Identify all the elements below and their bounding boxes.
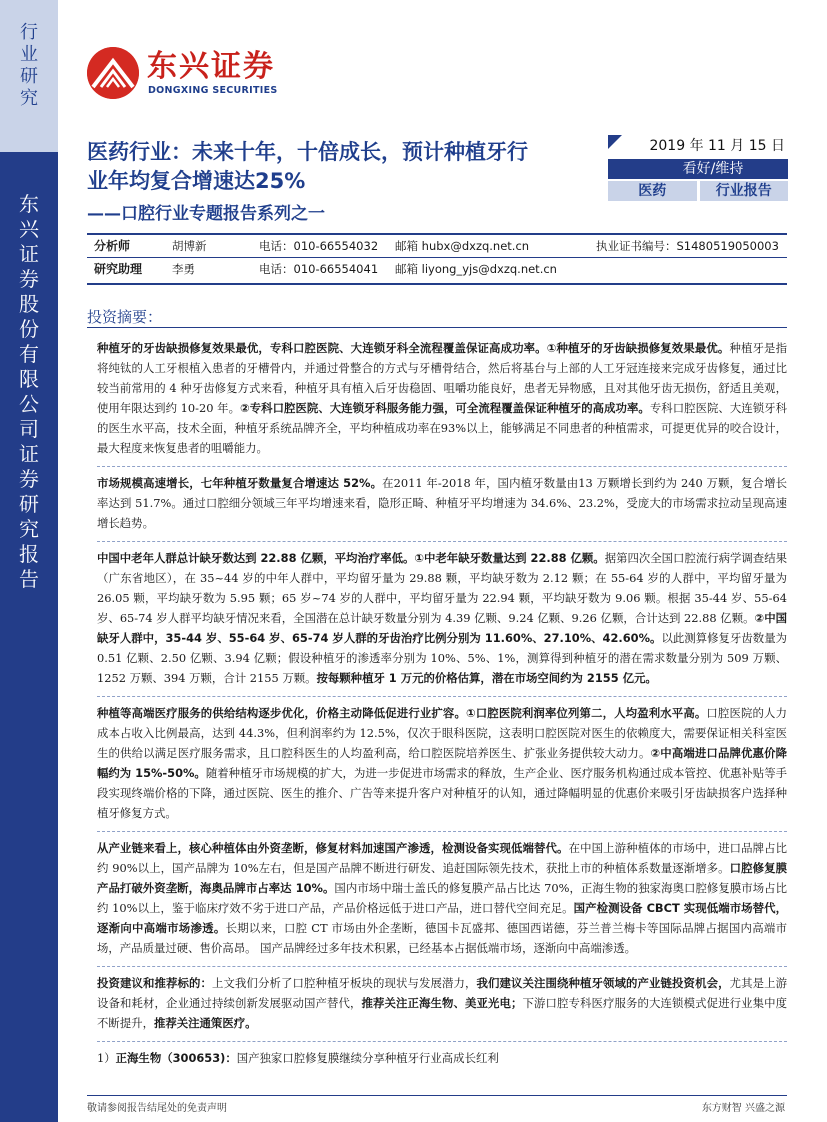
vertical-char: 究 [19,517,39,541]
vertical-char: 券 [19,267,39,291]
paragraph-text-run: 在2011 年-2018 年，国内植牙数量由13 万颗增长到约为 240 万颗，复合增长率达到 51.7%。通过口腔细分领域三年平均增速来看，隐形正畸、种植牙平均增速为 34.6%、23.2%，受庞大的市场需求拉动呈现高速增长趋势。 [97,476,787,530]
vertical-char: 司 [19,417,39,441]
paragraph-bold-run: 市场规模高速增长，七年种植牙数量复合增速达 52%。 [97,476,383,490]
paragraph-bold-run: 推荐关注正海生物、美亚光电； [361,996,523,1010]
paragraph-bold-run: 投资建议和推荐标的： [97,976,213,990]
paragraph-bold-run: 口腔修复膜产品打破外资垄断，海奥品牌市占率达 10%。 [97,861,787,895]
paragraph-text-run: 尤其是上游设备和耗材，企业通过持续创新发展驱动国产替代， [97,976,787,1010]
paragraph-bold-run: 国产检测设备 CBCT 实现低端市场替代，逐渐向中高端市场渗透。 [97,901,787,935]
paragraph-bold-run: 正海生物（300653)： [115,1051,237,1065]
paragraph-text-run: 1） [97,1051,116,1065]
vertical-char: 究 [20,88,38,109]
vertical-char: 行 [20,22,38,43]
vertical-char: 证 [19,242,39,266]
vertical-char: 业 [20,44,38,65]
summary-paragraph [97,832,787,967]
paragraph-bold-run: 我们建议关注围绕种植牙领域的产业链投资机会， [476,976,730,990]
report-date-row [608,135,788,157]
rating-badge: 看好/维持 [608,159,788,179]
vertical-char: 股 [19,292,39,316]
vertical-char: 兴 [19,217,39,241]
vertical-char: 有 [19,342,39,366]
section-heading: 投资摘要： [87,308,163,326]
paragraph-text-run: 种植牙是指将纯钛的人工牙根植入患者的牙槽骨内，并通过骨整合的方式与牙槽骨结合，然后将基台与上部的人工牙冠连接来完成牙齿修复，通过比较当前常用的 4 种牙齿修复方式来看，种植牙具有植入后牙齿稳固、咀嚼功能良好，患者无异物感，且对其他牙齿无损伤，舒适且美观，使用年限达到约 10-20 年。 [97,341,787,415]
report-subtitle: ——口腔行业专题报告系列之一 [87,204,325,224]
report-date: 2019 年 11 月 15 日 [649,138,785,154]
footer-disclaimer: 敬请参阅报告结尾处的免责声明 [87,1103,227,1114]
paragraph-text-run: 在中国上游种植体的市场中，进口品牌占比约 90%以上，国产品牌为 10%左右，但是国产品牌不断进行研发、追赶国际领先技术，获批上市的种植体系数量逐渐增多。 [97,841,787,875]
assistant-email: 邮箱 liyong_yjs@dxzq.net.cn [395,262,557,276]
paragraph-text-run: 据第四次全国口腔流行病学调查结果（广东省地区），在 35~44 岁的中年人群中，平均留牙量为 29.88 颗，平均缺牙数为 2.12 颗；在 55-64 岁的人群中，平均留牙量为 26.05 颗，平均缺牙数为 5.95 颗；65 岁~74 岁的人群中，平均留牙量为 22.94 颗，平均缺牙数为 9.06 颗。根据 35-44 岁、55-64 岁、65-74 岁人群平均缺牙情况来看，全国潜在总计缺牙数量分别为 4.39 亿颗、9.24 亿颗、9.26 亿颗，合计达到 22.88 亿颗。 [97,551,787,625]
footer-rule [87,1095,787,1096]
vertical-char: 公 [19,392,39,416]
corner-triangle-icon [608,135,622,149]
sidebar-category-label [0,22,58,110]
paragraph-bold-run: 推荐关注通策医疗。 [153,1016,257,1030]
assistant-phone: 电话：010-66554041 [259,262,379,276]
sidebar-company-label [0,192,58,592]
paragraph-bold-run: ②中高端进口品牌优惠价降幅约为 15%-50%。 [97,746,787,780]
paragraph-text-run: 口腔医院的人力成本占收入比例最高，达到 44.3%，但利润率约为 12.5%，仅次于眼科医院，这表明口腔医院对医生的依赖度大，需要保证相关科室医生的供给以满足医疗服务需求，且口腔科医生的人均盈利高，给口腔医院培养医生、扩张业务提供较大动力。 [97,706,787,760]
paragraph-text-run: 专科口腔医院、大连锁牙科的医生水平高，技术全面，种植牙系统品牌齐全，平均种植成功率在93%以上，能够满足不同患者的种植需求，可提更优异的咬合设计，最大程度来恢复患者的咀嚼能力。 [97,401,787,455]
analyst-role: 分析师 [94,239,131,253]
investment-summary [97,332,787,1076]
sidebar-company [0,152,58,1122]
section-rule [87,327,787,328]
report-title: 医药行业：未来十年，十倍成长，预计种植牙行业年均复合增速达25% [87,140,528,193]
logo-emblem-icon [87,47,139,99]
vertical-char: 券 [19,467,39,491]
vertical-char: 告 [19,567,39,591]
summary-paragraph [97,332,787,467]
assistant-role: 研究助理 [94,262,143,276]
vertical-char: 报 [19,542,39,566]
report-tags [608,181,788,201]
paragraph-bold-run: 种植等高端医疗服务的供给结构逐步优化，价格主动降低促进行业扩容。①口腔医院利润率位列第二，人均盈利水平高。 [97,706,707,720]
analyst-name: 胡博新 [172,239,207,253]
summary-paragraph [97,967,787,1042]
summary-paragraph [97,542,787,697]
paragraph-bold-run: ②中国缺牙人群中，35-44 岁、55-64 岁、65-74 岁人群的牙齿治疗比例分别为 11.60%、27.10%、42.60%。 [97,611,787,645]
summary-paragraph [97,1042,787,1076]
paragraph-bold-run: ②专科口腔医院、大连锁牙科服务能力强，可全流程覆盖保证种植牙的高成功率。 [240,401,650,415]
sidebar-category [0,0,58,152]
analyst-table-bottom-rule [87,283,787,285]
paragraph-text-run: 上文我们分析了口腔种植牙板块的现状与发展潜力， [212,976,477,990]
summary-paragraph [97,467,787,542]
vertical-char: 研 [19,492,39,516]
logo-name-cn: 东兴证券 [147,49,275,84]
paragraph-text-run: 下游口腔专科医疗服务的大连锁模式促进行业集中度不断提升， [97,996,787,1030]
footer-slogan: 东方财智 兴盛之源 [701,1103,785,1114]
vertical-char: 证 [19,442,39,466]
paragraph-bold-run: 按每颗种植牙 1 万元的价格估算，潜在市场空间约为 2155 亿元。 [316,671,657,685]
paragraph-bold-run: 中国中老年人群总计缺牙数达到 22.88 亿颗，平均治疗率低。①中老年缺牙数量达到 22.88 亿颗。 [97,551,605,565]
company-logo [87,47,307,102]
paragraph-bold-run: 种植牙的牙齿缺损修复效果最优，专科口腔医院、大连锁牙科全流程覆盖保证高成功率。①种植牙的牙齿缺损修复效果最优。 [97,341,730,355]
assistant-name: 李勇 [172,262,195,276]
paragraph-text-run: 随着种植牙市场规模的扩大，为进一步促进市场需求的释放，生产企业、医疗服务机构通过成本管控、优惠补贴等手段实现终端价格的下降，通过医院、医生的推介、广告等来提升客户对种植牙的认知，通过降幅明显的优惠价来吸引牙齿缺损客户选择种植牙修复方式。 [97,766,787,820]
tag-report-type: 行业报告 [700,181,789,201]
tag-industry: 医药 [608,181,697,201]
paragraph-text-run: 国产独家口腔修复膜继续分享种植牙行业高成长红利 [236,1051,499,1065]
report-meta-box [608,135,788,201]
analyst-license: 执业证书编号：S1480519050003 [596,239,779,253]
assistant-row [87,258,787,280]
paragraph-bold-run: 从产业链来看上，核心种植体由外资垄断，修复材料加速国产渗透，检测设备实现低端替代。 [97,841,569,855]
analyst-email: 邮箱 hubx@dxzq.net.cn [395,239,530,253]
vertical-char: 东 [19,192,39,216]
paragraph-text-run: 以此测算修复牙齿数量为 0.51 亿颗、2.50 亿颗、3.94 亿颗；假设种植牙的渗透率分别为 10%、5%、1%，测算得到种植牙的潜在需求数量分别为 509 万颗、1252 万颗、394 万颗，合计 2155 万颗。 [97,631,787,685]
analyst-phone: 电话：010-66554032 [259,239,379,253]
vertical-char: 份 [19,317,39,341]
vertical-char: 限 [19,367,39,391]
vertical-char: 研 [20,66,38,87]
analyst-row [87,235,787,258]
paragraph-text-run: 长期以来，口腔 CT 市场由外企垄断，德国卡瓦盛邦、德国西诺德，芬兰普兰梅卡等国际品牌占据国内高端市场，产品质量过硬、售价高昂。 国产品牌经过多年技术积累，已经基本占据低端市场，逐渐向中高端渗透。 [97,921,787,955]
summary-paragraph [97,697,787,832]
logo-name-en: DONGXING SECURITIES [148,85,278,96]
paragraph-text-run: 国内市场中瑞士盖氏的修复膜产品占比达 70%，正海生物的独家海奥口腔修复膜市场占比约 10%以上，鉴于临床疗效不劣于进口产品，产品价格远低于进口产品，进口替代空间充足。 [97,881,787,915]
